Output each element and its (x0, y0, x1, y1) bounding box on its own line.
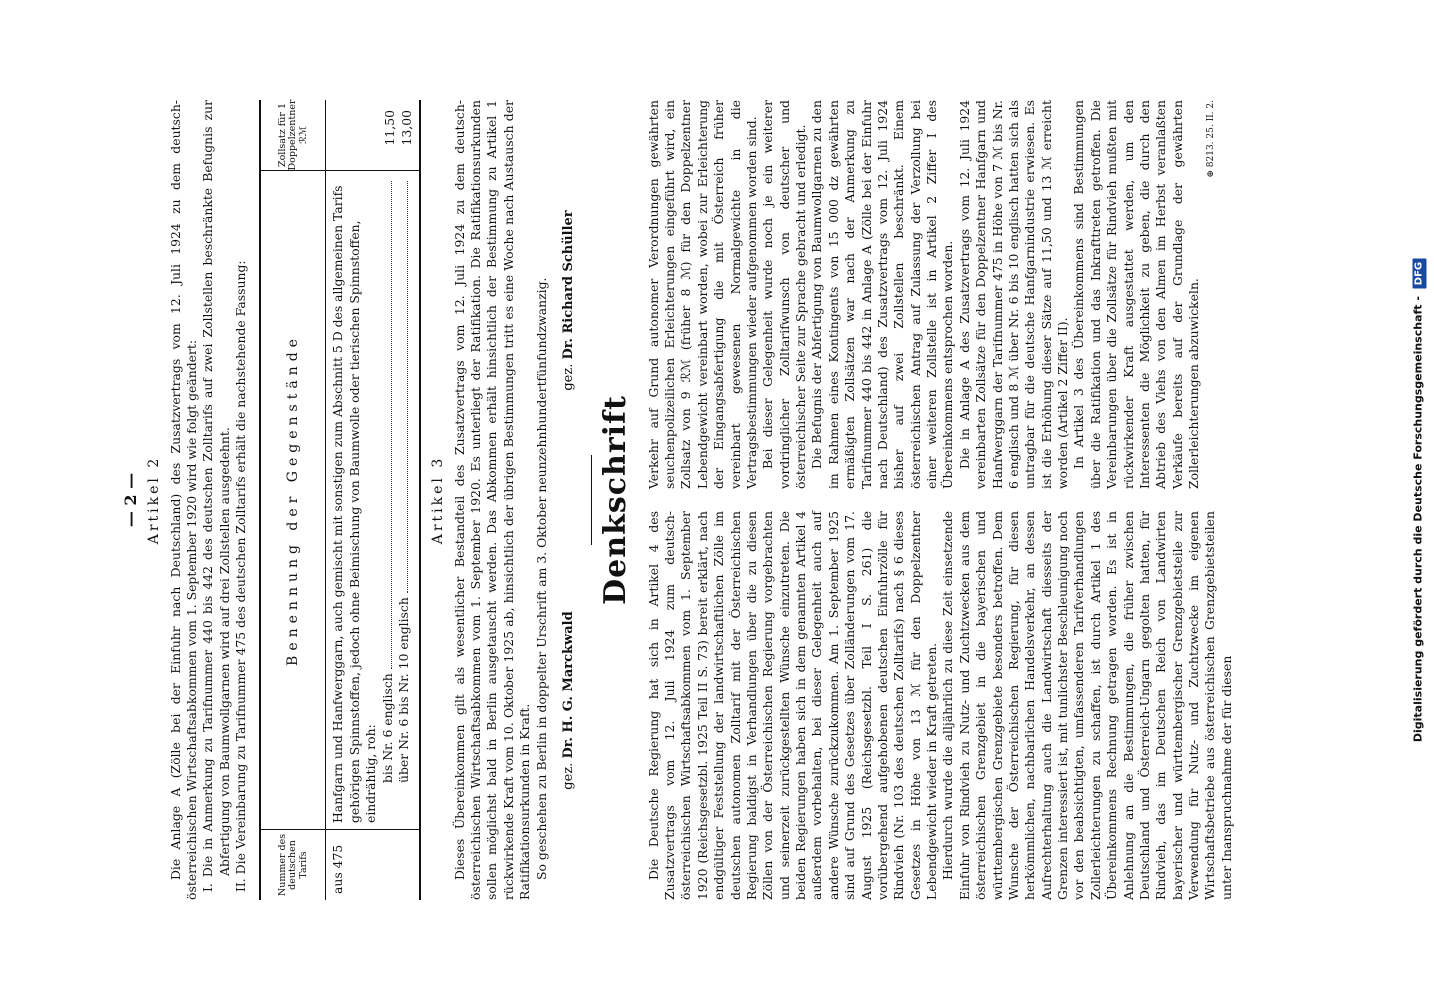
memo-paragraph: In Artikel 3 des Übereinkommens sind Bestimmungen über die Ratifikation und das Inkrafttreten getroffen. Die Vereinbarungen über die Zollsätze für Rindvieh mußten mit rückwirkender Kraft ausgestattet werden, um den Interessenten die Möglichkeit zu geben, die durch den Abtrieb des Viehs von den Almen im Herbst veranlaßten Verkäufe bereits auf der Grundlage der gewährten Zollerleichterungen abzuwickeln. (1071, 100, 1202, 489)
memo-paragraph: Die Befugnis der Abfertigung von Baumwollgarnen zu den im Rahmen eines Kontingents von 15 000 dz gewährten ermäßigten Zollsätzen war nach der Anmerkung zu Tarifnummer 440 bis 442 in Anlage A (Zölle bei der Einfuhr nach Deutschland) des Zusatzvertrags vom 12. Juli 1924 bisher auf zwei Zollstellen beschränkt. Einem österreichischen Antrag auf Zulassung der Verzollung bei einer weiteren Zollstelle ist in Artikel 2 Ziffer I des Übereinkommens entsprochen worden. (809, 100, 956, 489)
article-2-heading: Artikel 2 (146, 455, 163, 545)
subrow-2 (396, 177, 412, 823)
leader-dots (380, 181, 392, 669)
article-3-text: Dieses Übereinkommen gilt als wesentlicher Bestandteil des Zusatzvertrags vom 12. Juli 1924 zu dem deutsch-österreichischen Wirtschaftsabkommen vom 1. September 1920. Es unterliegt der Ratifikation. Die Ratifikationsurkunden sollen möglichst bald in Berlin ausgetauscht werden. Das Abkommen erhält hinsichtlich der Bestimmung zu Artikel 1 rückwirkende Kraft vom 10. Oktober 1925 ab, hinsichtlich der übrigen Bestimmungen tritt es eine Woche nach Austausch der Ratifikationsurkunden in Kraft. (451, 100, 533, 900)
signature-right (560, 210, 577, 390)
rate-1: 11,50 (382, 110, 398, 146)
section-divider (591, 455, 592, 545)
print-footnote: ⊕ 8213. 25. II. 2. (1206, 100, 1217, 178)
memo-title: Denkschrift (598, 395, 634, 605)
article-3-heading: Artikel 3 (430, 455, 447, 545)
signature-left-name: Dr. H. G. Marckwald (560, 611, 576, 759)
article-3 (429, 100, 550, 900)
memo-columns (646, 100, 1236, 900)
memo-column-left (646, 511, 1236, 900)
article-2-item-2: II. Die Vereinbarung zu Tarifnummer 475 des deutschen Zolltarifs erhält die nachstehende Fassung: (233, 260, 249, 892)
subrow-2-label: über Nr. 6 bis Nr. 10 englisch (395, 597, 411, 783)
tariff-table (259, 100, 421, 900)
article-2-intro: Die Anlage A (Zölle bei der Einfuhr nach Deutschland) des Zusatzvertrags vom 12. Juli 1924 zu dem deutsch-österreichischen Wirtschaftsabkommen vom 1. September 1920 wird wie folgt geändert: (167, 100, 199, 900)
memo-paragraph: Verkehr auf Grund autonomer Verordnungen gewährten seuchenpolizeilichen Erleichterungen eingeführt wird, ein Zollsatz von 9 ℛℳ (früher 8 ℳ) für den Doppelzentner Lebendgewicht vereinbart worden, wobei zur Erleichterung der Eingangsabfertigung die mit Österreich früher vereinbart gewesenen Normalgewichte in die Vertragsbestimmungen wieder aufgenommen worden sind. (645, 100, 759, 489)
article-3-closing: So geschehen zu Berlin in doppelter Urschrift am 3. Oktober neunzehnhundertfünfundzwanzig. (533, 277, 549, 880)
memo-paragraph: Die in Anlage A des Zusatzvertrags vom 12. Juli 1924 vereinbarten Zollsätze für den Doppelzentner Hanfgarn und Hanfwerggarn der Tarifnummer 475 in Höhe von 7 ℳ bis Nr. 6 englisch und 8 ℳ über Nr. 6 bis 10 englisch hatten sich als untragbar für die deutsche Hanfgarnindustrie erwiesen. Es ist die Erhöhung dieser Sätze auf 11,50 und 13 ℳ erreicht worden (Artikel 2 Ziffer II). (956, 100, 1071, 489)
signature-right-name: Dr. Richard Schüller (560, 210, 576, 360)
row-description: Hanfgarn und Hanfwerggarn, auch gemischt mit sonstigen zum Abschnitt 5 D des allgemeinen Tarifs gehörigen Spinnstoffen, jedoch ohne Beimischung von Baumwolle oder tierischen Spinnstoffen, eindrähtig, roh: (330, 185, 379, 823)
table-cell-number: aus 475 (330, 844, 346, 894)
article-2-item-1: I. Die in Anmerkung zu Tarifnummer 440 bis 442 des deutschen Zolltarifs auf zwei Zollstellen beschränkte Befugnis zur Abfertigung von Baumwollgarnen wird auf drei Zollstellen ausgedehnt. (200, 100, 232, 892)
memo-paragraph: Die Deutsche Regierung hat sich in Artikel 4 des Zusatzvertrags vom 12. Juli 1924 zum deutsch-österreichischen Wirtschaftsabkommen vom 1. September 1920 (Reichsgesetzbl. 1925 Teil II S. 73) bereit erklärt, nach endgültiger Feststellung der landwirtschaftlichen Zölle im deutschen autonomen Zolltarif mit der Österreichischen Regierung baldigst in Verhandlungen über die zu diesen Zöllen von der Österreichischen Regierung vorgebrachten und seinerzeit zurückgestellten Wünsche einzutreten. Die beiden Regierungen haben sich in dem genannten Artikel 4 außerdem vorbehalten, bei dieser Gelegenheit auch auf andere Wünsche zurückzukommen. Am 1. September 1925 sind auf Grund des Gesetzes über Zolländerungen vom 17. August 1925 (Reichsgesetzbl. Teil I S. 261) die vorübergehend aufgehobenen deutschen Einfuhrzölle für Rindvieh (Nr. 103 des deutschen Zolltarifs) nach § 6 dieses Gesetzes in Höhe von 13 ℳ für den Doppelzentner Lebendgewicht wieder in Kraft getreten. (645, 511, 940, 900)
table-cell-description (326, 170, 419, 830)
memo-column-right (646, 100, 1236, 489)
subrow-1-label: bis Nr. 6 englisch (379, 673, 395, 783)
signatures (560, 100, 577, 900)
table-cell-rates (326, 100, 419, 170)
page-number: — 2 — (121, 472, 140, 528)
table-header-rate: Zollsatz für 1 Doppelzentner ℛℳ (261, 100, 326, 170)
table-header-description: Benennung der Gegenstände (261, 170, 326, 830)
signature-left-prefix: gez. (560, 762, 576, 790)
article-2 (145, 100, 249, 900)
digitization-note (1412, 1, 1427, 1001)
signature-left (560, 611, 577, 789)
memo-paragraph: Hierdurch wurde die alljährlich zu diese Zeit einsetzende Einfuhr von Rindvieh zu Nutz- und Zuchtzwecken aus dem österreichischen Grenzgebiet in die bayerischen und württembergischen Grenzgebiete besonders betroffen. Dem Wunsche der Österreichischen Regierung, für diesen herkömmlichen, nachbarlichen Handelsverkehr, an dessen Aufrechterhaltung auch die Landwirtschaft diesseits der Grenzen interessiert ist, mit tunlichster Beschleunigung noch vor den beabsichtigten, umfassenderen Tarifverhandlungen Zollerleichterungen zu schaffen, ist durch Artikel 1 des Übereinkommens Rechnung getragen worden. Es ist in Anlehnung an die Bestimmungen, die früher zwischen Deutschland und Österreich-Ungarn gegolten hatten, für Rindvieh, das im Deutschen Reich von Landwirten bayerischer und württembergischer Grenzgebietsteile zur Verwendung für Nutz- und Zuchtzwecke im eigenen Wirtschaftsbetriebe aus österreichischen Grenzgebietsteilen unter Inanspruchnahme der für diesen (940, 511, 1234, 900)
leader-dots (396, 181, 408, 593)
rate-2: 13,00 (398, 110, 414, 146)
signature-right-prefix: gez. (560, 363, 576, 391)
table-header-number: Nummer des deutschen Tarifs (261, 830, 326, 900)
memo-paragraph: Bei dieser Gelegenheit wurde noch je ein weiterer vordringlicher Zolltarifwunsch von deutscher und österreichischer Seite zur Sprache gebracht und erledigt. (760, 100, 809, 489)
rotated-document (72, 70, 1362, 930)
digitization-note-text: Digitalisierung gefördert durch die Deutsche Forschungsgemeinschaft - (1411, 296, 1425, 743)
subrow-1 (380, 177, 396, 823)
dfg-logo: DFG (1413, 259, 1427, 288)
